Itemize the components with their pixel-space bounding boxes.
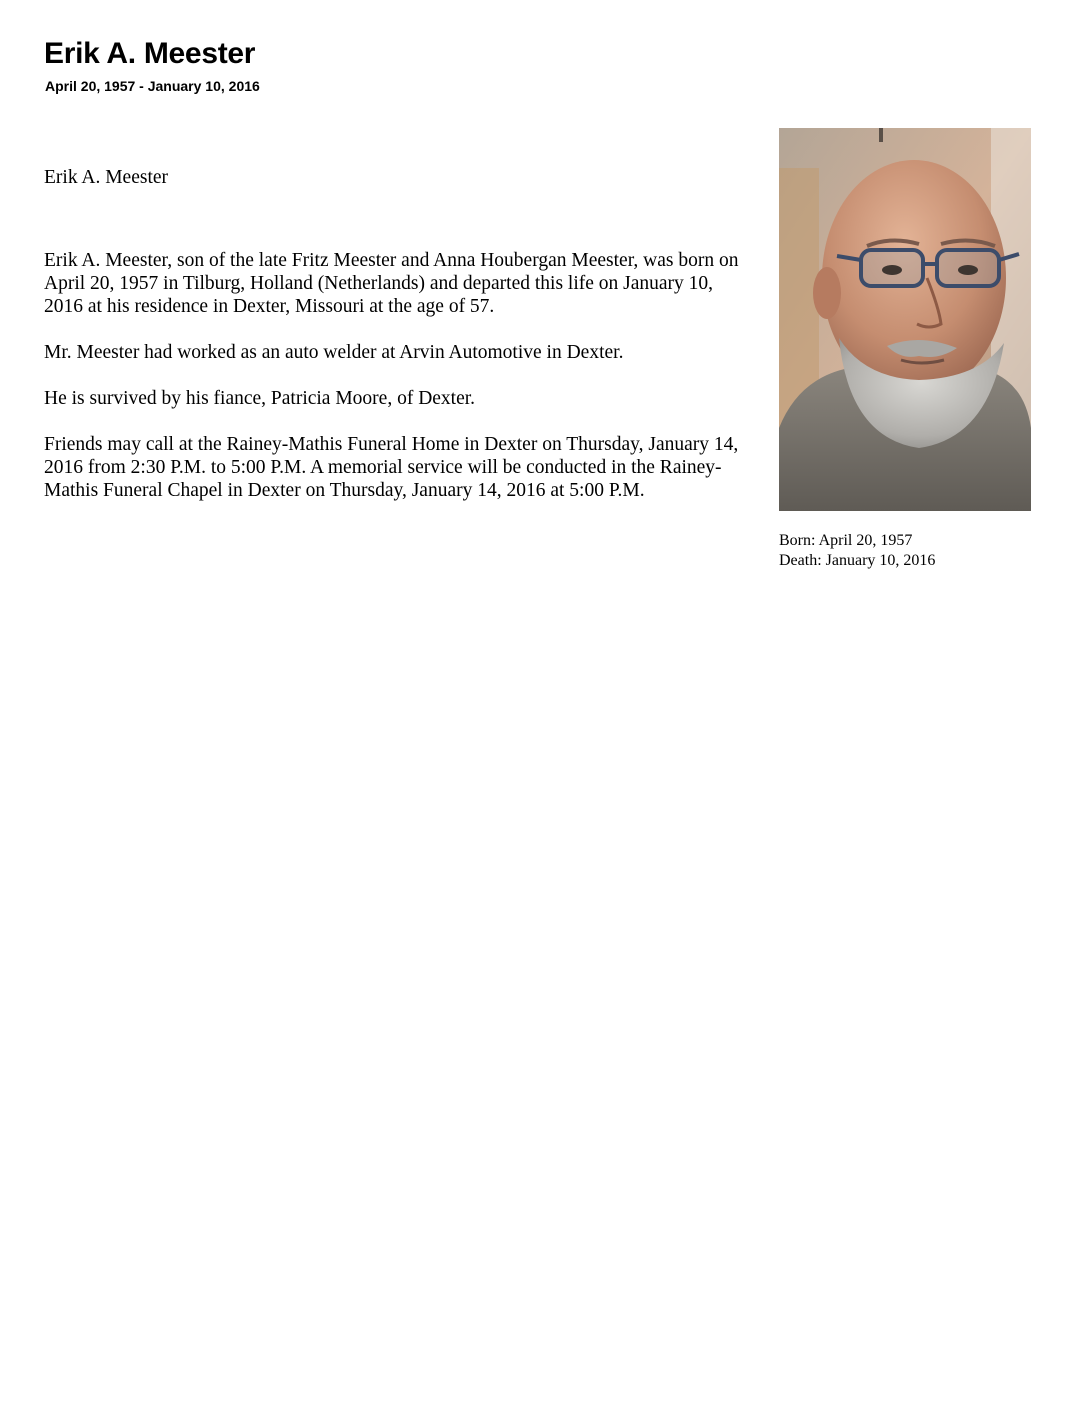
portrait-image [779,128,1031,511]
obituary-paragraph-1: Erik A. Meester, son of the late Fritz Meester and Anna Houbergan Meester, was born on April 20, 1957 in Tilburg, Holland (Netherlands) and departed this life on January 10, 2016 at his residence in Dexter, Missouri at the age of 57. [44,250,739,317]
portrait-photo [779,128,1031,511]
obituary-paragraph-2: Mr. Meester had worked as an auto welder at Arvin Automotive in Dexter. [44,342,624,363]
page-title: Erik A. Meester [44,37,256,70]
photo-caption [779,531,935,571]
death-date: Death: January 10, 2016 [779,552,936,569]
born-date: Born: April 20, 1957 [779,532,913,549]
obituary-paragraph-3: He is survived by his fiance, Patricia Moore, of Dexter. [44,388,476,409]
life-dates: April 20, 1957 - January 10, 2016 [45,78,260,94]
obituary-paragraph-4: Friends may call at the Rainey-Mathis Funeral Home in Dexter on Thursday, January 14, 2016 from 2:30 P.M. to 5:00 P.M. A memorial service will be conducted in the Rainey-Mathis Funeral Chapel in Dexter on Thursday, January 14, 2016 at 5:00 P.M. [44,434,739,501]
obituary-text [44,166,744,525]
obituary-name-line: Erik A. Meester [44,167,169,188]
